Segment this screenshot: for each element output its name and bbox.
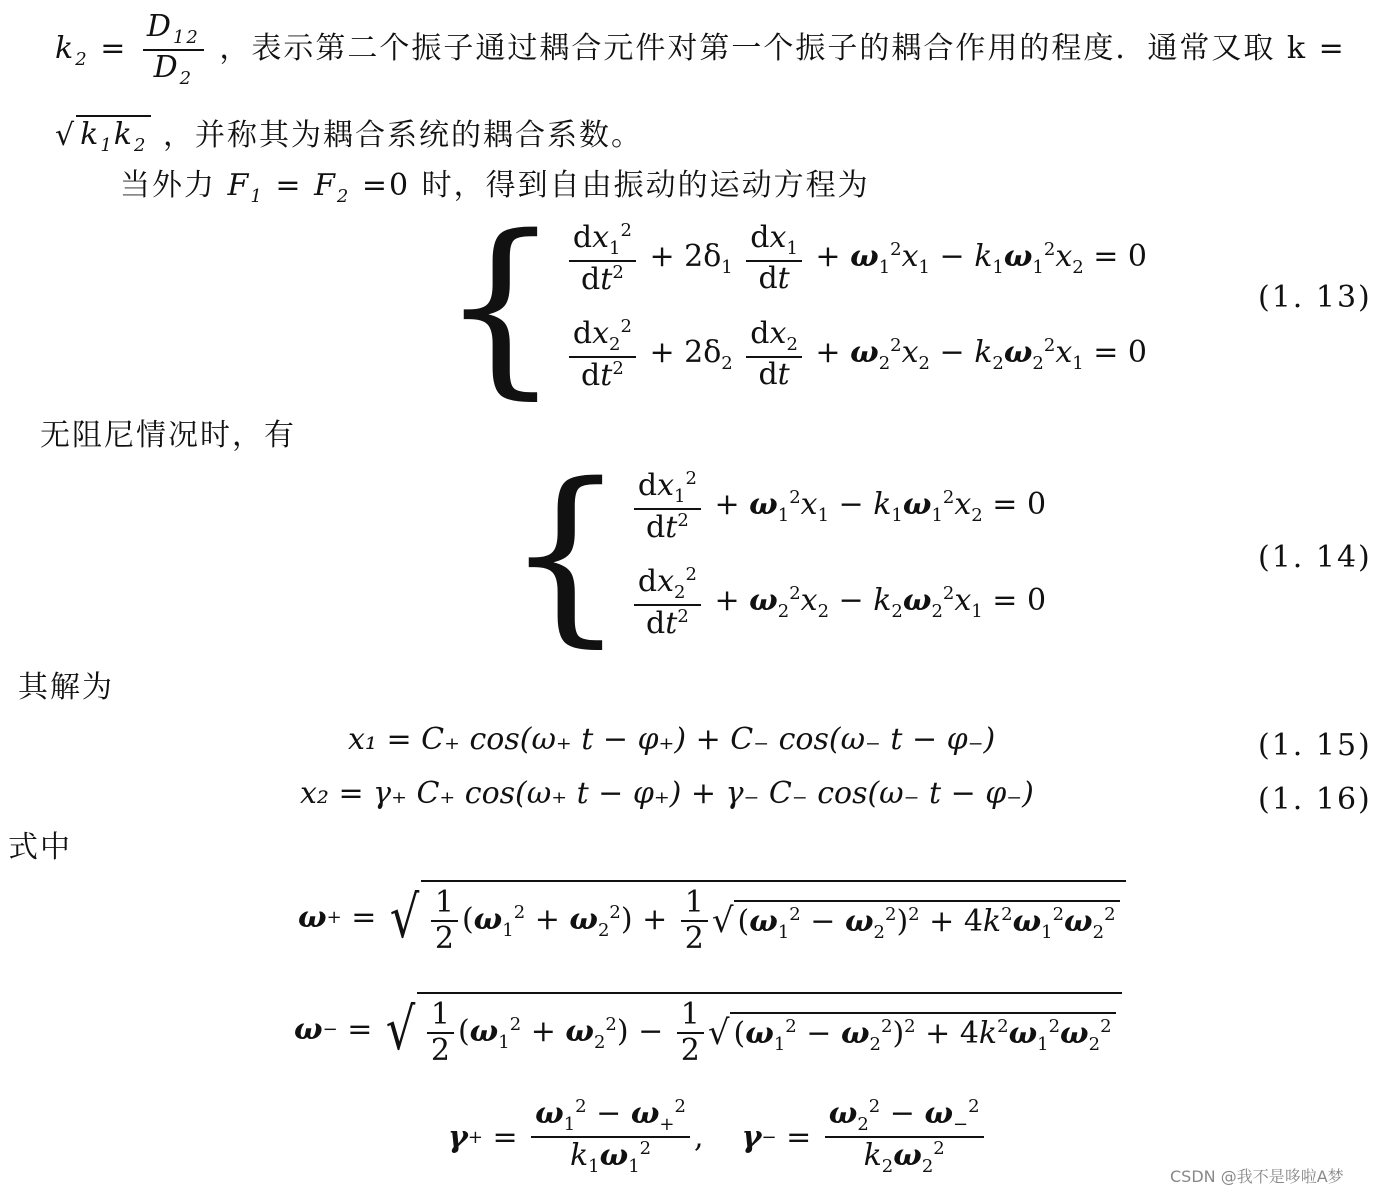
equation-omega-minus: ω − = √ $\frac{1}{2}$ $(\omega_1^2 + \omega_2^2)$ − $\frac{1}{2}$ √ $(\omega_1^2 - \omega_2^2)^2 + 4k^2\omega_1^2\omega_2^2$ bbox=[294, 992, 1122, 1066]
equation-omega-plus: ω + = √ $\frac{1}{2}$ $(\omega_1^2 + \omega_2^2)$ + $\frac{1}{2}$ √ $(\omega_1^2 - \omega_2^2)^2 + 4k^2\omega_1^2\omega_2^2$ bbox=[298, 880, 1126, 954]
paragraph-line-3: 当外力 $F_1 = F_2 =0$ 时，得到自由振动的运动方程为 bbox=[120, 168, 870, 207]
watermark: CSDN @我不是哆啦A梦 bbox=[1170, 1167, 1344, 1186]
equation-1-13: { $\frac{dx_1^2}{dt^2}$ + $2\delta_1$ $\frac{dx_1}{dt}$ + $\omega_1^2x_1 - k_1\omega_1^2x_2 = 0$ $\frac{dx_2^2}{dt^2}$ + $2\delta_2$ $\frac{dx_2}{dt}$ + $\omega_2^2x_2 - k_2\omega_2^2x_1 = 0$ bbox=[440, 195, 1147, 416]
eq-number-1-13: (1. 13) bbox=[1258, 280, 1372, 315]
equation-1-14: { $\frac{dx_1^2}{dt^2}$ + $\omega_1^2x_1 - k_1\omega_1^2x_2 = 0$ $\frac{dx_2^2}{dt^2}$ + $\omega_2^2x_2 - k_2\omega_2^2x_1 = 0$ bbox=[505, 443, 1047, 664]
equation-gamma: γ + = $\frac{\omega_1^2 - \omega_+^2}{k_1\omega_1^2}$ , γ − = $\frac{\omega_2^2 - \omega_-^2}{k_2\omega_2^2}$ bbox=[448, 1098, 988, 1176]
paragraph-line-1: $k_2$ = $\frac{D_{12}}{D_2}$ ，表示第二个振子通过耦合元件对第一个振子的耦合作用的程度．通常又取 k = bbox=[55, 9, 1346, 89]
line1-text: ，表示第二个振子通过耦合元件对第一个振子的耦合作用的程度．通常又取 k = bbox=[219, 31, 1346, 66]
eq-number-1-16: (1. 16) bbox=[1258, 782, 1372, 817]
label-solution: 其解为 bbox=[18, 670, 114, 705]
eq-number-1-14: (1. 14) bbox=[1258, 540, 1372, 575]
k2-symbol: $k_2$ bbox=[55, 31, 89, 70]
sqrt-k1k2: √ $k_1k_2$ bbox=[55, 115, 151, 156]
label-undamped: 无阻尼情况时，有 bbox=[40, 418, 296, 453]
paragraph-line-2 bbox=[55, 110, 643, 156]
fraction-d12-d2: $\frac{D_{12}}{D_2}$ bbox=[143, 12, 204, 88]
eq-number-1-15: (1. 15) bbox=[1258, 728, 1372, 763]
label-where: 式中 bbox=[8, 830, 72, 865]
equation-1-15: x₁ = C₊ cos(ω₊ t − φ₊) + C₋ cos(ω₋ t − φ₋) bbox=[348, 722, 996, 757]
line2-text: ，并称其为耦合系统的耦合系数。 bbox=[162, 118, 643, 153]
equation-1-16: x₂ = γ₊ C₊ cos(ω₊ t − φ₊) + γ₋ C₋ cos(ω₋ t − φ₋) bbox=[300, 776, 1034, 811]
